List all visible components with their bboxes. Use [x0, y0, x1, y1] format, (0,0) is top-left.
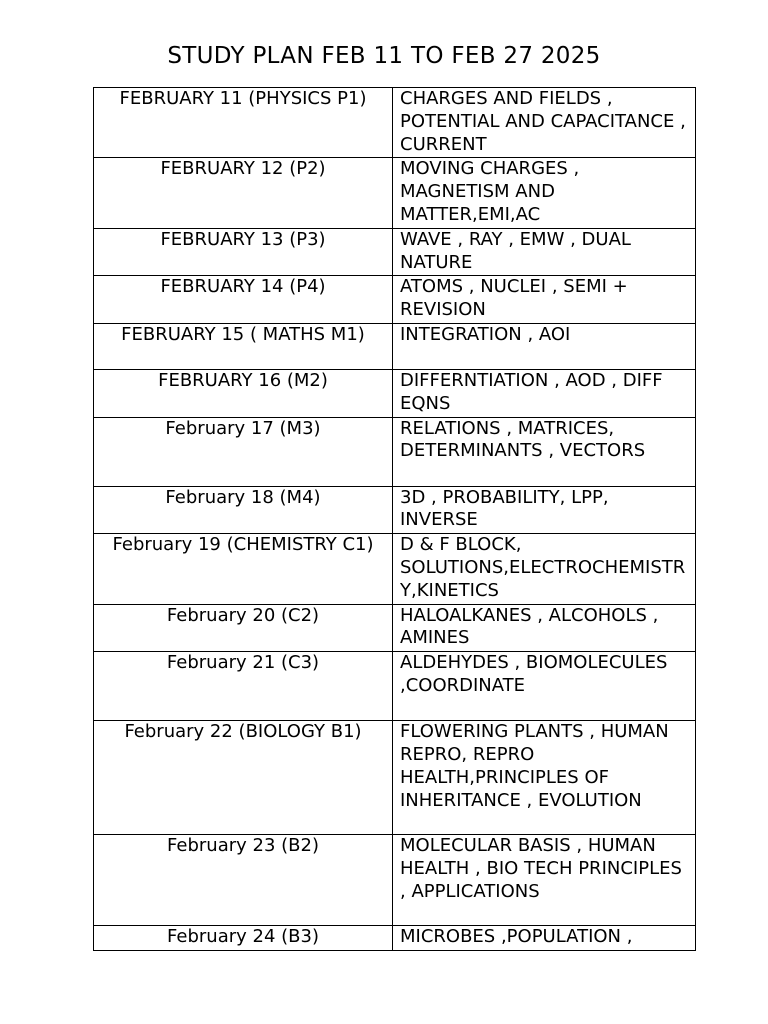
day-cell: February 18 (M4): [94, 486, 393, 534]
day-cell: February 20 (C2): [94, 604, 393, 652]
table-row: [94, 486, 696, 534]
day-cell: February 17 (M3): [94, 417, 393, 486]
table-row: [94, 721, 696, 835]
table-row: [94, 534, 696, 604]
day-cell: February 23 (B2): [94, 835, 393, 926]
day-cell: February 19 (CHEMISTRY C1): [94, 534, 393, 604]
topics-cell: INTEGRATION , AOI: [393, 323, 696, 369]
topics-cell: RELATIONS , MATRICES, DETERMINANTS , VECTORS: [393, 417, 696, 486]
day-cell: February 21 (C3): [94, 652, 393, 721]
table-row: [94, 369, 696, 417]
day-cell: February 22 (BIOLOGY B1): [94, 721, 393, 835]
table-row: [94, 323, 696, 369]
table-row: [94, 835, 696, 926]
day-cell: FEBRUARY 15 ( MATHS M1): [94, 323, 393, 369]
day-cell: FEBRUARY 14 (P4): [94, 276, 393, 324]
table-row: [94, 652, 696, 721]
topics-cell: MOLECULAR BASIS , HUMAN HEALTH , BIO TECH PRINCIPLES , APPLICATIONS: [393, 835, 696, 926]
day-cell: FEBRUARY 11 (PHYSICS P1): [94, 88, 393, 158]
topics-cell: D & F BLOCK, SOLUTIONS,ELECTROCHEMISTRY,KINETICS: [393, 534, 696, 604]
page-title: STUDY PLAN FEB 11 TO FEB 27 2025: [167, 43, 601, 69]
topics-cell: ALDEHYDES , BIOMOLECULES ,COORDINATE: [393, 652, 696, 721]
table-row: [94, 228, 696, 276]
study-plan-table: [93, 87, 696, 951]
day-cell: FEBRUARY 16 (M2): [94, 369, 393, 417]
topics-cell: MICROBES ,POPULATION ,: [393, 926, 696, 951]
table-row: [94, 158, 696, 228]
topics-cell: 3D , PROBABILITY, LPP, INVERSE: [393, 486, 696, 534]
day-cell: February 24 (B3): [94, 926, 393, 951]
table-row: [94, 417, 696, 486]
table-row: [94, 276, 696, 324]
topics-cell: CHARGES AND FIELDS , POTENTIAL AND CAPACITANCE , CURRENT: [393, 88, 696, 158]
table-row: [94, 88, 696, 158]
day-cell: FEBRUARY 13 (P3): [94, 228, 393, 276]
topics-cell: HALOALKANES , ALCOHOLS , AMINES: [393, 604, 696, 652]
table-row: [94, 604, 696, 652]
table-row: [94, 926, 696, 951]
topics-cell: DIFFERNTIATION , AOD , DIFF EQNS: [393, 369, 696, 417]
topics-cell: ATOMS , NUCLEI , SEMI + REVISION: [393, 276, 696, 324]
topics-cell: FLOWERING PLANTS , HUMAN REPRO, REPRO HEALTH,PRINCIPLES OF INHERITANCE , EVOLUTION: [393, 721, 696, 835]
topics-cell: WAVE , RAY , EMW , DUAL NATURE: [393, 228, 696, 276]
topics-cell: MOVING CHARGES , MAGNETISM AND MATTER,EMI,AC: [393, 158, 696, 228]
day-cell: FEBRUARY 12 (P2): [94, 158, 393, 228]
